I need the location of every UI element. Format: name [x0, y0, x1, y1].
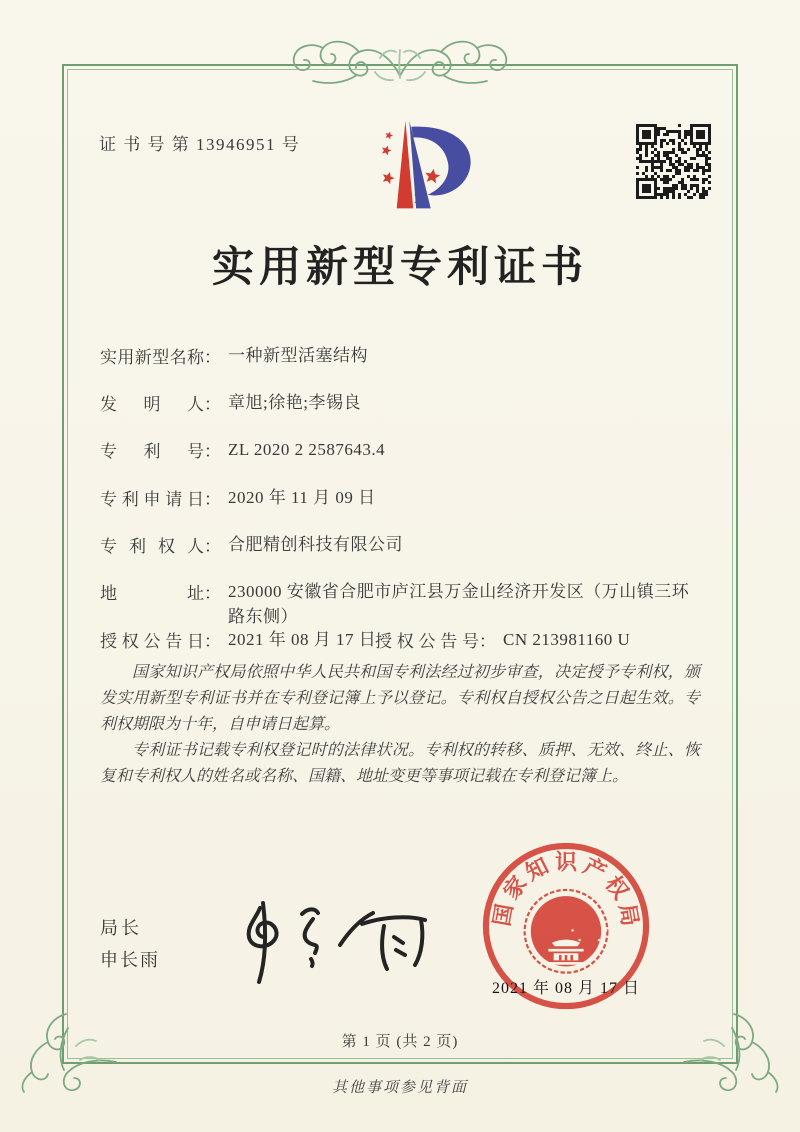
field-colon: ：: [204, 537, 221, 556]
ornament-top-icon: [287, 38, 513, 94]
seal-date: 2021 年 08 月 17 日: [491, 980, 640, 997]
field-value: ZL 2020 2 2587643.4: [228, 440, 386, 459]
field-row-address: [100, 579, 706, 629]
field-value: 一种新型活塞结构: [228, 346, 368, 365]
page-title: 实用新型专利证书: [211, 245, 588, 291]
back-note: 其他事项参见背面: [331, 1080, 468, 1096]
seal-char: 知: [521, 853, 553, 886]
field-label: 实用新型名称: [100, 348, 204, 367]
page-number: 第 1 页 (共 2 页): [341, 1034, 459, 1050]
field-row-inventors: [100, 390, 361, 415]
legal-text: [100, 660, 700, 790]
field-colon: ：: [479, 632, 496, 651]
field-colon: ：: [204, 632, 221, 651]
field-label: 发明人: [100, 395, 204, 414]
field-label: 专利权人: [100, 537, 204, 556]
seal-char: 局: [614, 901, 644, 928]
field-row-filing-date: [100, 485, 376, 510]
signature-handwriting: [222, 876, 434, 992]
field-colon: ：: [204, 490, 221, 509]
patent-logo-icon: [336, 118, 504, 220]
qr-code: [636, 124, 711, 199]
field-value: 2021 年 08 月 17 日: [228, 630, 377, 649]
field-value: 230000 安徽省合肥市庐江县万金山经济开发区（万山镇三环路东侧）: [228, 582, 690, 626]
field-label: 专利号: [100, 442, 204, 461]
seal-char: 产: [579, 853, 611, 886]
seal-char: 国: [488, 901, 518, 928]
field-value: 合肥精创科技有限公司: [228, 535, 403, 554]
director-title: 局长: [100, 918, 142, 938]
director-name: 申长雨: [100, 950, 160, 970]
field-row-patent-number: [100, 437, 385, 462]
field-value: 章旭;徐艳;李锡良: [228, 393, 361, 412]
seal-char: 识: [554, 849, 578, 875]
field-row-name: [100, 343, 368, 368]
field-label: 地址: [100, 584, 204, 603]
field-value: 2020 年 11 月 09 日: [228, 488, 376, 507]
seal-char: 权: [600, 871, 634, 904]
field-label: 授权公告号: [375, 632, 479, 651]
field-colon: ：: [204, 584, 221, 603]
legal-paragraph-2: 专利证书记载专利权登记时的法律状况。专利权的转移、质押、无效、终止、恢复和专利权人的姓名或名称、国籍、地址变更等事项记载在专利登记簿上。: [100, 742, 700, 785]
field-colon: ：: [204, 348, 221, 367]
certificate-number: 证 书 号 第 13946951 号: [99, 135, 301, 154]
legal-paragraph-1: 国家知识产权局依照中华人民共和国专利法经过初步审查，决定授予专利权，颁发实用新型专利证书并在专利登记簿上予以登记。专利权自授权公告之日起生效。专利权期限为十年，自申请日起算。: [100, 664, 700, 733]
field-row-grant: [100, 627, 700, 652]
field-colon: ：: [204, 442, 221, 461]
field-value: CN 213981160 U: [503, 630, 631, 649]
field-pair-grant-number: [375, 627, 630, 652]
field-colon: ：: [204, 395, 221, 414]
field-row-patentee: [100, 532, 403, 557]
field-label: 授权公告日: [100, 632, 204, 651]
field-label: 专利申请日: [100, 490, 204, 509]
seal-char: 家: [498, 871, 532, 904]
